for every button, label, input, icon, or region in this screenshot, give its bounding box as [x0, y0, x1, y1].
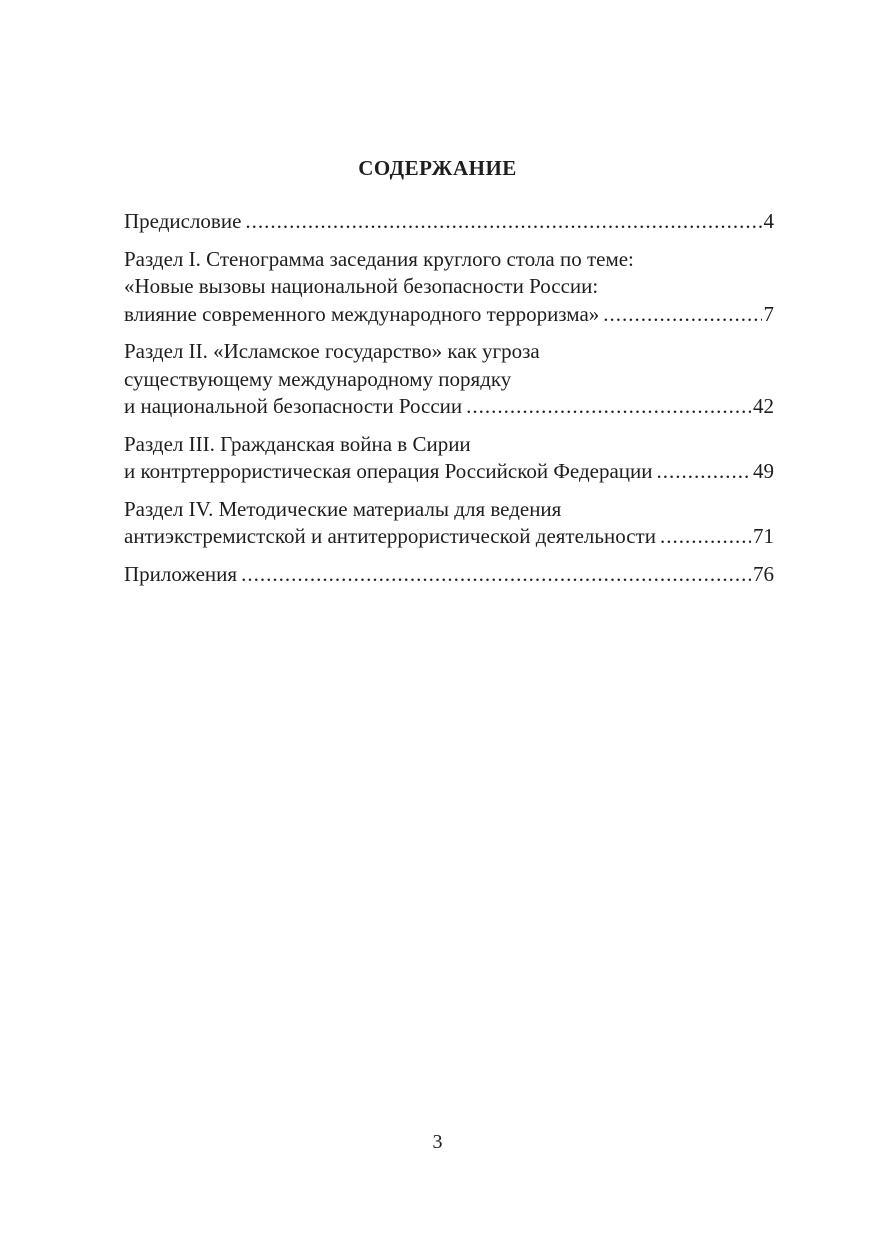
toc-leader-dots: [660, 523, 751, 551]
toc-entry-title-line: Раздел IV. Методические материалы для ведения: [124, 496, 562, 521]
toc-entry-section-2: [124, 338, 774, 421]
toc-entry-title: и национальной безопасности России: [124, 394, 463, 418]
toc-leader-dots: [245, 208, 761, 236]
toc-page-number: 4: [763, 209, 774, 233]
toc-leader-dots: [466, 393, 751, 421]
toc-entry-title-line: Раздел II. «Исламское государство» как угроза: [124, 339, 540, 363]
toc-entry-title: и контртеррористическая операция Российской Федерации: [124, 459, 653, 483]
toc-page-number: 71: [753, 524, 774, 548]
table-of-contents: [124, 208, 774, 598]
toc-entry-line: [124, 393, 774, 421]
toc-page-number: 7: [763, 301, 774, 326]
toc-entry-title: влияние современного международного терроризма»: [124, 301, 600, 326]
toc-entry-title: Приложения: [124, 561, 238, 586]
toc-entry-title-line: Раздел III. Гражданская война в Сирии: [124, 431, 471, 456]
toc-entry-title: антиэкстремистской и антитеррористической деятельности: [124, 524, 656, 548]
toc-leader-dots: [657, 458, 751, 486]
toc-entry-line: [124, 561, 774, 589]
toc-page-number: 49: [753, 459, 774, 483]
page-number: 3: [432, 1131, 443, 1153]
toc-entry-line: [124, 208, 774, 236]
toc-entry-section-4: [124, 496, 774, 551]
toc-entry-section-3: [124, 431, 774, 486]
toc-entry-line: [124, 458, 774, 486]
toc-entry-line: [124, 523, 774, 551]
toc-entry-title: Предисловие: [124, 209, 242, 233]
toc-entry-section-1: [124, 246, 774, 329]
toc-entry-preface: [124, 208, 774, 236]
toc-entry-line: [124, 301, 774, 329]
toc-entry-appendices: [124, 561, 774, 589]
toc-page-number: 76: [753, 561, 774, 586]
toc-entry-title-line: Раздел I. Стенограмма заседания круглого стола по теме:: [124, 246, 634, 271]
toc-leader-dots: [241, 561, 751, 589]
toc-page-number: 42: [753, 394, 774, 418]
toc-entry-title-line: «Новые вызовы национальной безопасности России:: [124, 274, 599, 298]
toc-leader-dots: [603, 301, 761, 329]
page-title: СОДЕРЖАНИЕ: [358, 156, 517, 180]
toc-entry-title-line: существующему международному порядку: [124, 366, 512, 391]
